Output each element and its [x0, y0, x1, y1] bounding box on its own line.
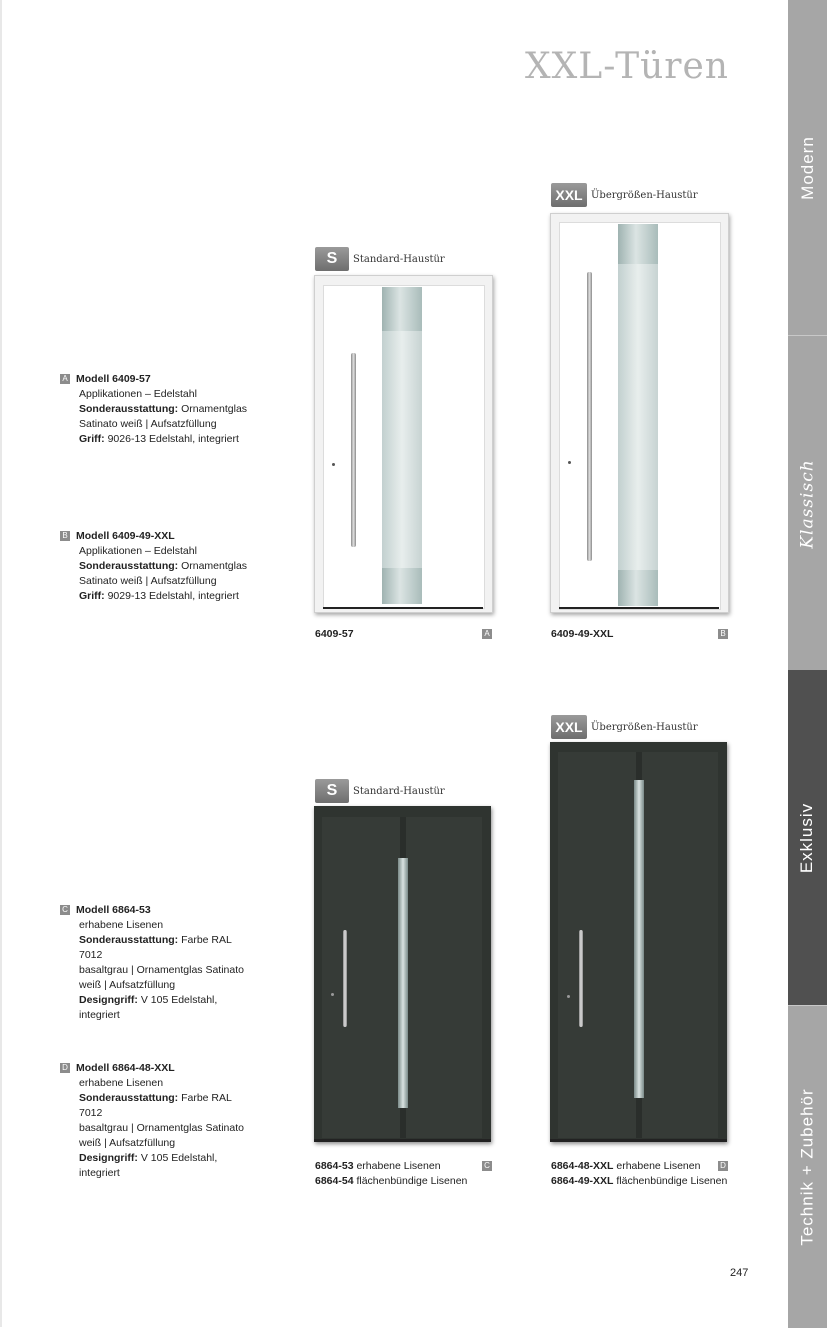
model-description-a: A Modell 6409-57 Applikationen – Edelstahl Sonderausstattung: Ornamentglas Satinato weiß | Aufsatzfüllung Griff: 9026-13 Edelstahl, integriert	[60, 372, 250, 447]
door-lock	[567, 995, 570, 998]
glass-top	[618, 224, 658, 264]
model-letter-badge: C	[60, 905, 70, 915]
standard-size-icon: S	[315, 779, 349, 803]
lisene-bottom	[636, 1098, 642, 1138]
standard-badge-top: S Standard-Haustür	[315, 247, 445, 271]
door-sill	[559, 607, 719, 609]
door-image-6409-57	[314, 275, 493, 613]
lisene-top	[400, 817, 406, 858]
glass-middle	[618, 264, 658, 570]
glass-bottom	[618, 570, 658, 606]
page-title: XXL-Türen	[525, 46, 729, 87]
sidebar-tab-modern[interactable]: Modern	[788, 0, 827, 335]
page-edge-line	[0, 0, 2, 1327]
lisene-top	[636, 752, 642, 780]
xxl-badge-top: XXL Übergrößen-Haustür	[551, 183, 698, 207]
caption-letter-badge: C	[482, 1161, 492, 1171]
caption-a: 6409-57 A	[315, 627, 492, 642]
standard-badge-bottom: S Standard-Haustür	[315, 779, 445, 803]
section-sidebar	[788, 0, 827, 1327]
caption-letter-badge: B	[718, 629, 728, 639]
sidebar-tab-exklusiv[interactable]: Exklusiv	[788, 670, 827, 1005]
door-handle	[579, 930, 583, 1027]
lisene-bottom	[400, 1108, 406, 1138]
door-lock	[332, 463, 335, 466]
caption-c: 6864-53 erhabene Lisenen 6864-54 flächenbündige Lisenen C	[315, 1159, 492, 1189]
door-image-6864-53	[314, 806, 491, 1142]
glass-strip	[634, 780, 644, 1098]
caption-letter-badge: A	[482, 629, 492, 639]
model-letter-badge: A	[60, 374, 70, 384]
sidebar-tab-klassisch[interactable]: Klassisch	[788, 335, 827, 671]
glass-strip	[398, 858, 408, 1108]
door-lock	[331, 993, 334, 996]
door-image-6409-49-xxl	[550, 213, 729, 613]
glass-bottom	[382, 568, 422, 604]
caption-d: 6864-48-XXL erhabene Lisenen 6864-49-XXL flächenbündige Lisenen D	[551, 1160, 728, 1187]
model-description-c: C Modell 6864-53 erhabene Lisenen Sonderausstattung: Farbe RAL 7012 basaltgrau | Ornamentglas Satinato weiß | Aufsatzfüllung Designgriff: V 105 Edelstahl, integriert	[60, 903, 250, 1023]
door-image-6864-48-xxl	[550, 742, 727, 1142]
glass-middle	[382, 331, 422, 568]
model-letter-badge: D	[60, 1063, 70, 1073]
door-handle	[587, 272, 592, 561]
door-handle	[351, 353, 356, 547]
xxl-size-icon: XXL	[551, 715, 587, 739]
door-sill	[550, 1139, 727, 1142]
xxl-badge-bottom: XXL Übergrößen-Haustür	[551, 715, 698, 739]
door-lock	[568, 461, 571, 464]
model-description-b: B Modell 6409-49-XXL Applikationen – Edelstahl Sonderausstattung: Ornamentglas Satinato weiß | Aufsatzfüllung Griff: 9029-13 Edelstahl, integriert	[60, 529, 250, 604]
glass-top	[382, 287, 422, 331]
door-handle	[343, 930, 347, 1027]
caption-letter-badge: D	[718, 1161, 728, 1171]
xxl-size-icon: XXL	[551, 183, 587, 207]
standard-size-icon: S	[315, 247, 349, 271]
sidebar-tab-technik-zubehoer[interactable]: Technik + Zubehör	[788, 1005, 827, 1328]
door-sill	[314, 1139, 491, 1142]
model-description-d: D Modell 6864-48-XXL erhabene Lisenen Sonderausstattung: Farbe RAL 7012 basaltgrau | Ornamentglas Satinato weiß | Aufsatzfüllung Designgriff: V 105 Edelstahl, integriert	[60, 1061, 250, 1181]
page-number: 247	[730, 1267, 749, 1279]
door-sill	[323, 607, 483, 609]
caption-b: 6409-49-XXL B	[551, 627, 728, 642]
model-letter-badge: B	[60, 531, 70, 541]
